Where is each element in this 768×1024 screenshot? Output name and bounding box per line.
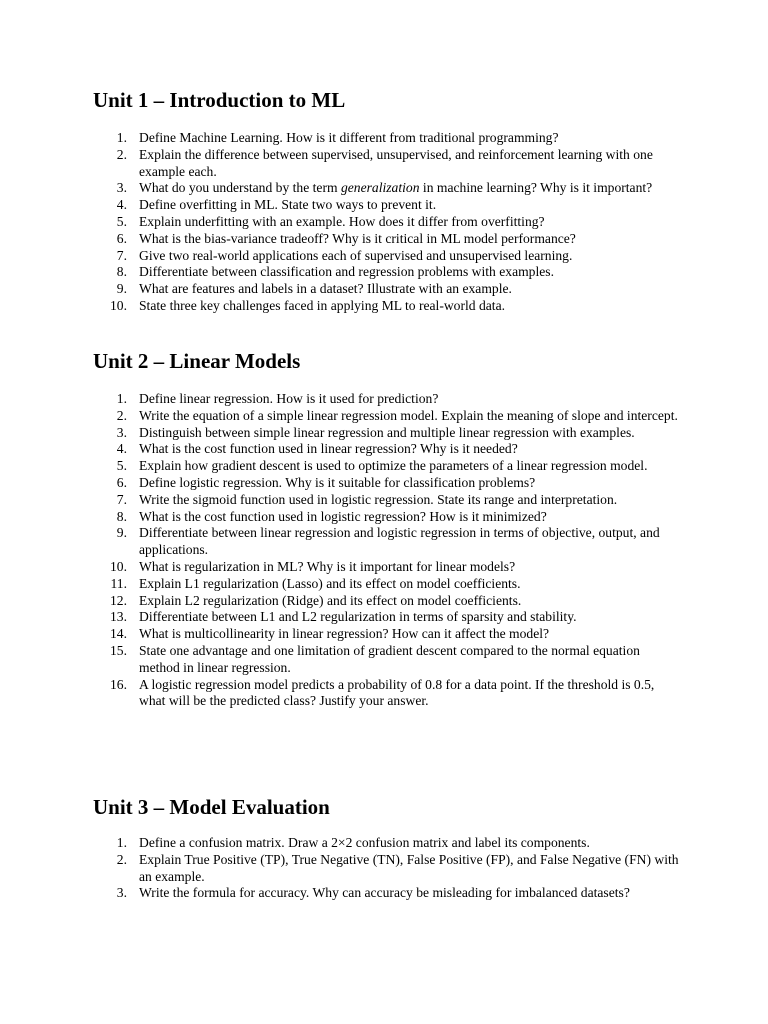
list-item: 9. Differentiate between linear regression and logistic regression in terms of objective, output, and applications. (116, 525, 660, 558)
list-item: 2. Explain True Positive (TP), True Negative (TN), False Positive (FP), and False Negative (FN) with an example. (116, 851, 679, 884)
list-item: 12. Explain L2 regularization (Ridge) and its effect on model coefficients. (110, 592, 522, 608)
list-item: 3. Write the formula for accuracy. Why can accuracy be misleading for imbalanced datasets? (116, 885, 630, 901)
list-item: 11. Explain L1 regularization (Lasso) and its effect on model coefficients. (110, 575, 521, 591)
list-item: 2. Write the equation of a simple linear regression model. Explain the meaning of slope and intercept. (116, 407, 678, 423)
unit-3-section (93, 795, 693, 902)
unit-2-heading: Unit 2 – Linear Models (93, 349, 301, 373)
list-item: 1. Define Machine Learning. How is it different from traditional programming? (116, 130, 559, 145)
list-item: 7. Write the sigmoid function used in logistic regression. State its range and interpretation. (116, 491, 618, 507)
list-item: 6. What is the bias-variance tradeoff? Why is it critical in ML model performance? (116, 230, 576, 246)
unit-3-question-list (93, 835, 693, 902)
unit-3-heading: Unit 3 – Model Evaluation (93, 795, 330, 819)
list-item: 1. Define linear regression. How is it used for prediction? (116, 391, 439, 406)
list-item: 15. State one advantage and one limitation of gradient descent compared to the normal equation method in linear regression. (110, 642, 640, 675)
unit-1-question-list (93, 130, 693, 315)
list-item: 3. What do you understand by the term generalization in machine learning? Why is it important? (116, 180, 653, 196)
list-item: 13. Differentiate between L1 and L2 regularization in terms of sparsity and stability. (110, 609, 577, 625)
list-item: 5. Explain underfitting with an example. How does it differ from overfitting? (116, 213, 545, 229)
list-item: 2. Explain the difference between supervised, unsupervised, and reinforcement learning with one example each. (116, 146, 653, 179)
list-item: 16. A logistic regression model predicts a probability of 0.8 for a data point. If the threshold is 0.5, what will be the predicted class? Justify your answer. (110, 676, 655, 709)
unit-2-section (93, 349, 693, 710)
list-item: 5. Explain how gradient descent is used to optimize the parameters of a linear regression model. (116, 458, 648, 474)
unit-2-question-list (93, 391, 693, 710)
list-item: 8. Differentiate between classification and regression problems with examples. (116, 264, 554, 280)
italic-term: generalization (340, 180, 420, 196)
list-item: 10. State three key challenges faced in applying ML to real-world data. (110, 297, 506, 313)
list-item: 6. Define logistic regression. Why is it suitable for classification problems? (116, 474, 536, 490)
list-item: 8. What is the cost function used in logistic regression? How is it minimized? (116, 508, 547, 524)
list-item: 9. What are features and labels in a dataset? Illustrate with an example. (116, 281, 512, 297)
list-item: 3. Distinguish between simple linear regression and multiple linear regression with examples. (116, 424, 635, 440)
list-item: 7. Give two real-world applications each of supervised and unsupervised learning. (116, 247, 573, 263)
list-item: 4. Define overfitting in ML. State two ways to prevent it. (116, 197, 437, 213)
list-item: 10. What is regularization in ML? Why is it important for linear models? (110, 558, 516, 574)
list-item: 14. What is multicollinearity in linear regression? How can it affect the model? (110, 626, 550, 642)
list-item: 4. What is the cost function used in linear regression? Why is it needed? (116, 441, 518, 457)
unit-1-section (93, 88, 693, 315)
unit-1-heading: Unit 1 – Introduction to ML (93, 88, 346, 112)
list-item: 1. Define a confusion matrix. Draw a 2×2 confusion matrix and label its components. (116, 835, 590, 850)
